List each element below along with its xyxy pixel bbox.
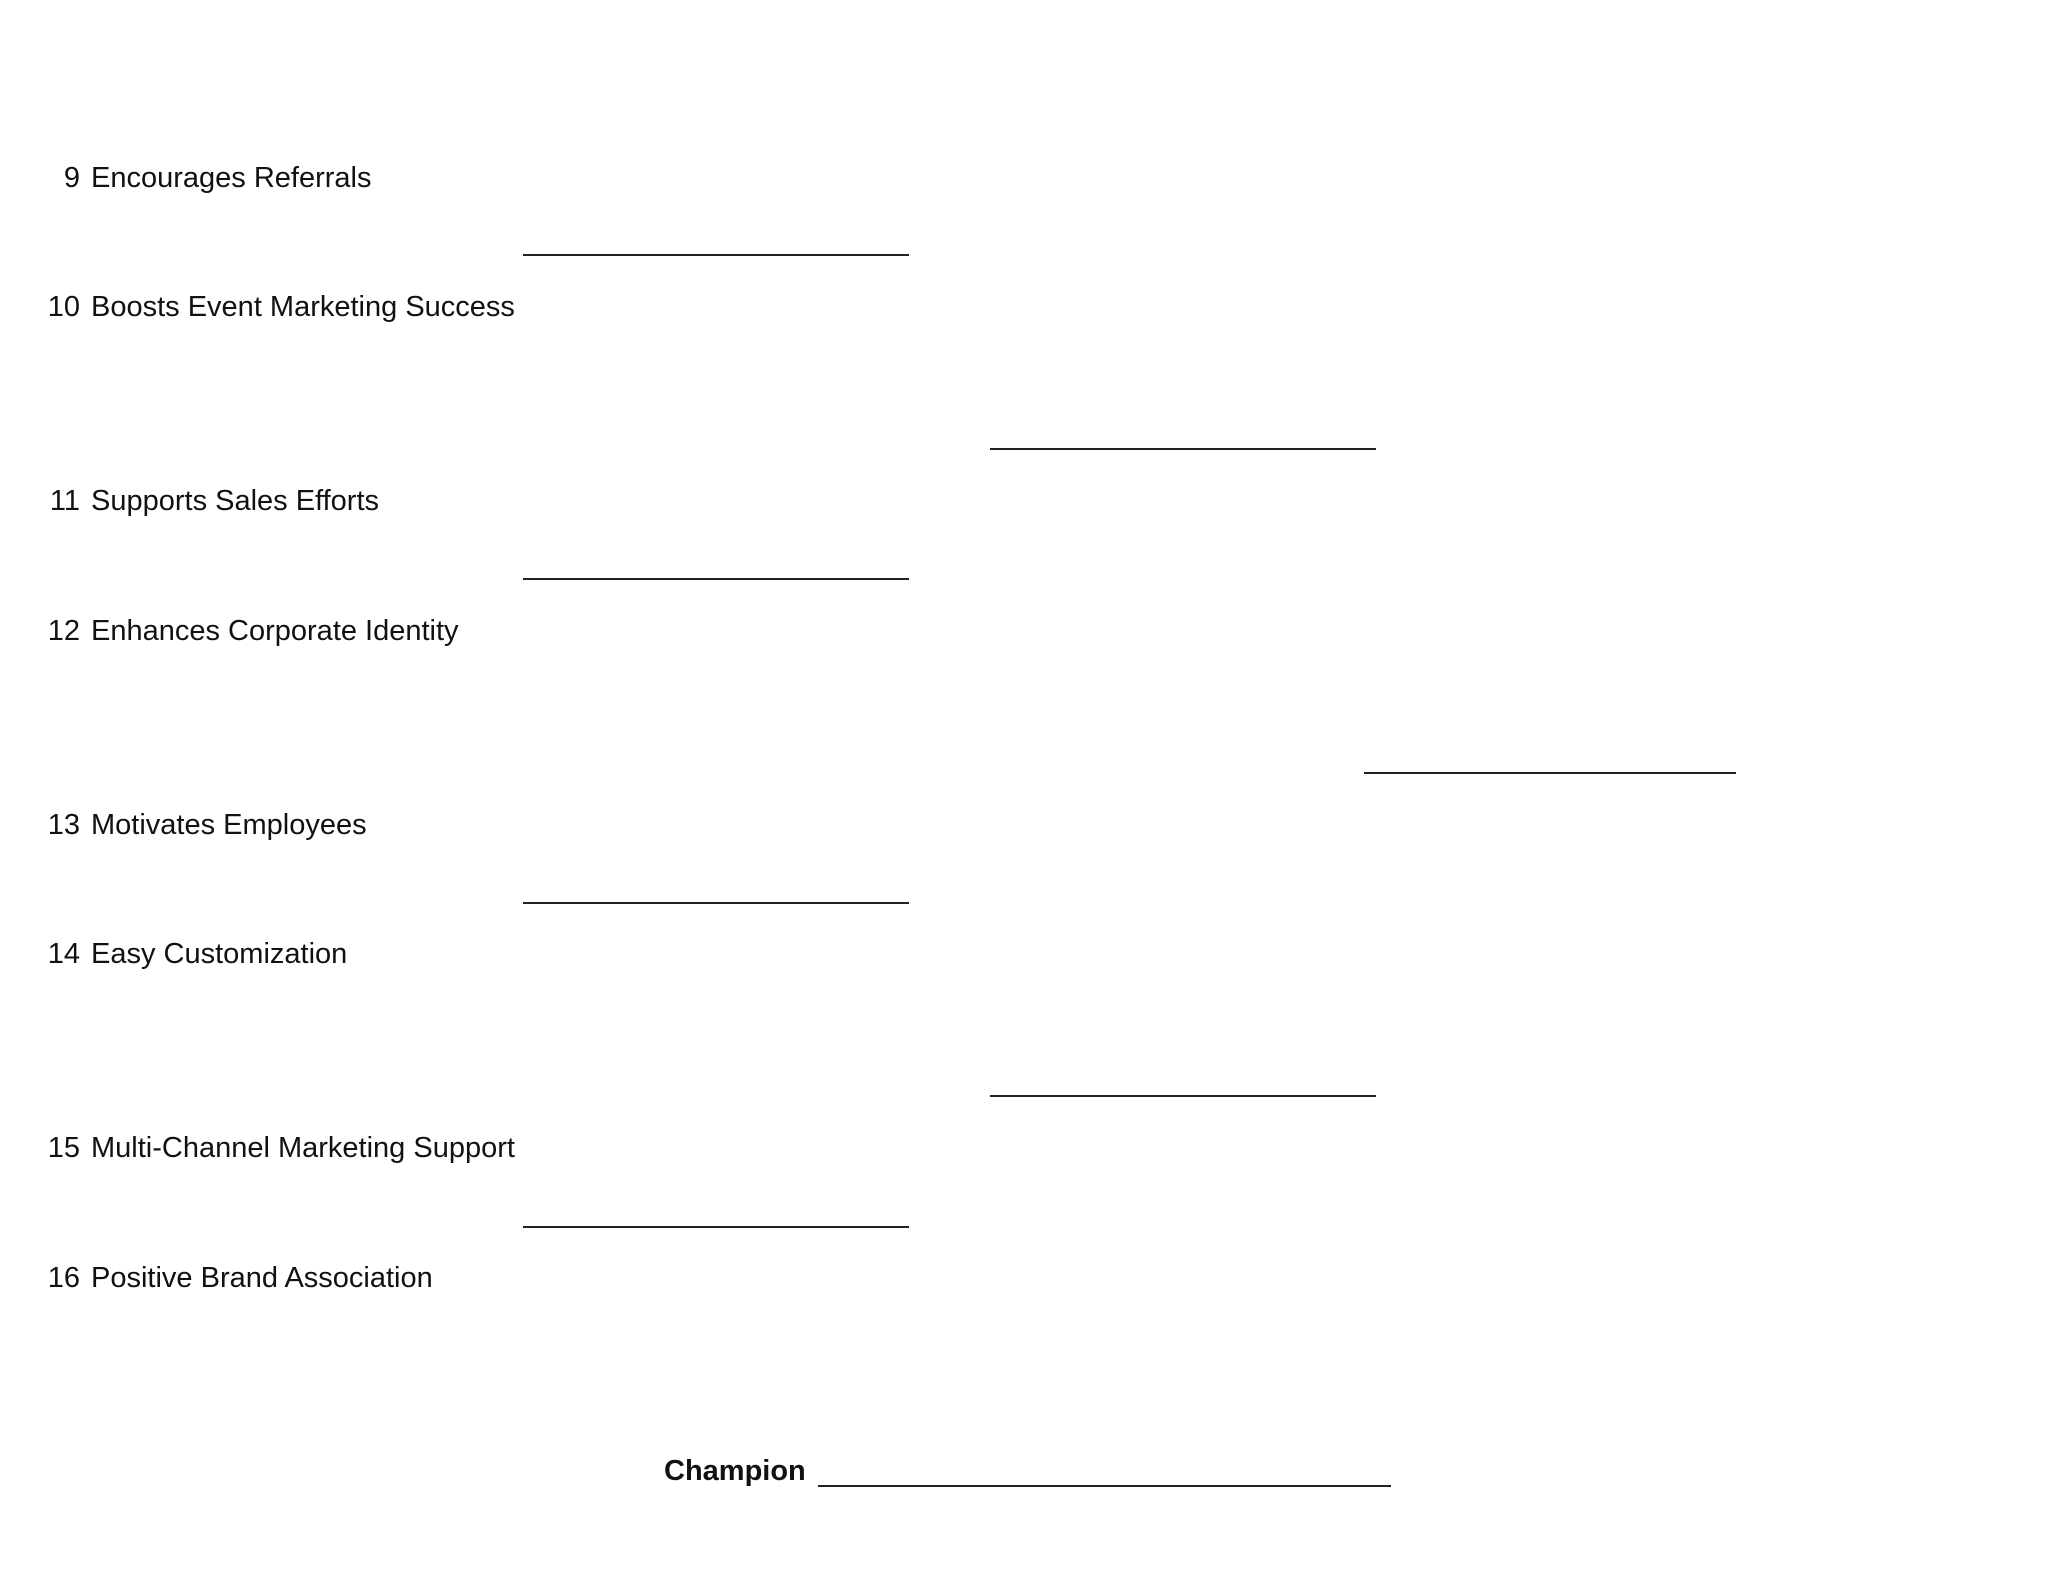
- seed-number: 9: [63, 162, 80, 194]
- seed-label: Supports Sales Efforts: [91, 485, 380, 517]
- seed-label: Enhances Corporate Identity: [91, 615, 459, 647]
- round-2-slot-2[interactable]: [990, 1095, 1376, 1097]
- champion-label: Champion: [664, 1455, 806, 1487]
- seed-label: Boosts Event Marketing Success: [91, 291, 515, 323]
- round-1-slot-2[interactable]: [523, 578, 909, 580]
- round-1-slot-4[interactable]: [523, 1226, 909, 1228]
- seed-entry-9: [44, 161, 371, 195]
- seed-entry-14: [44, 937, 347, 971]
- seed-number: 14: [47, 938, 80, 970]
- seed-label: Easy Customization: [91, 938, 348, 970]
- seed-label: Encourages Referrals: [91, 162, 372, 194]
- seed-number: 10: [47, 291, 80, 323]
- seed-entry-13: [44, 808, 367, 842]
- seed-entry-16: [44, 1261, 433, 1295]
- round-2-slot-1[interactable]: [990, 448, 1376, 450]
- round-1-slot-1[interactable]: [523, 254, 909, 256]
- seed-label: Positive Brand Association: [91, 1262, 433, 1294]
- seed-number: 15: [47, 1132, 80, 1164]
- seed-number: 16: [47, 1262, 80, 1294]
- seed-entry-12: [44, 614, 459, 648]
- round-3-slot-1[interactable]: [1364, 772, 1736, 774]
- seed-number: 13: [47, 809, 80, 841]
- seed-entry-11: [44, 484, 379, 518]
- champion-slot[interactable]: [818, 1485, 1391, 1487]
- seed-number: 12: [47, 615, 80, 647]
- seed-label: Multi-Channel Marketing Support: [91, 1132, 515, 1164]
- seed-label: Motivates Employees: [91, 809, 367, 841]
- seed-entry-15: [44, 1131, 515, 1165]
- seed-entry-10: [44, 290, 515, 324]
- seed-number: 11: [49, 485, 80, 517]
- round-1-slot-3[interactable]: [523, 902, 909, 904]
